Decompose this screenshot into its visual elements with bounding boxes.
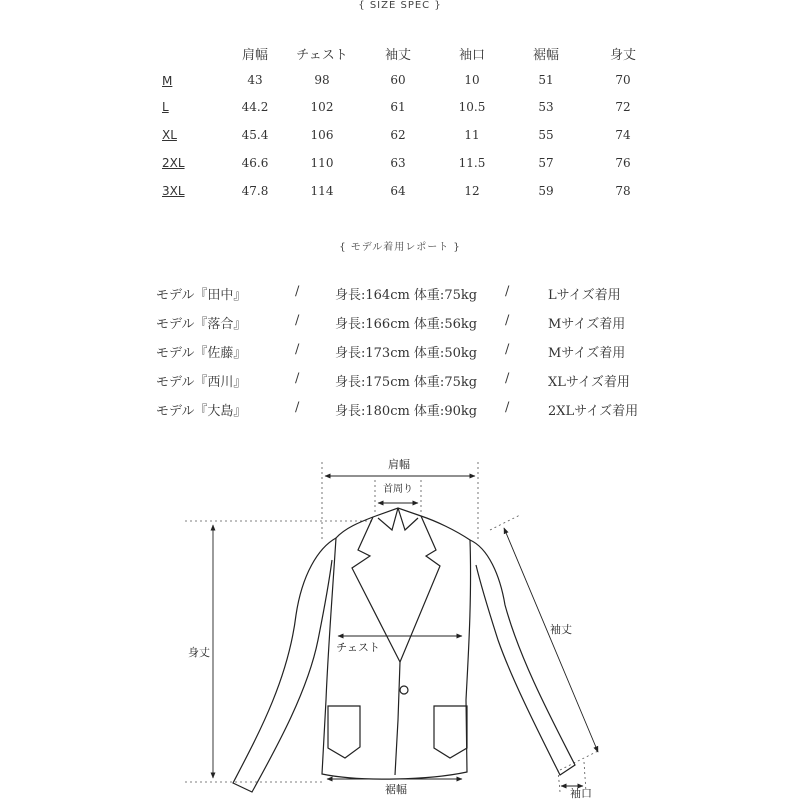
size-spec-title: { SIZE SPEC } (358, 0, 442, 11)
table-cell: 114 (310, 184, 334, 198)
model-name: モデル『落合』 (156, 317, 247, 332)
separator: / (505, 342, 510, 357)
label-length: 身丈 (188, 646, 210, 659)
model-name: モデル『田中』 (156, 288, 247, 303)
table-cell: 57 (538, 156, 554, 170)
col-header-hem: 裾幅 (532, 48, 559, 63)
table-cell: 63 (390, 156, 406, 170)
col-header-shoulder: 肩幅 (241, 48, 268, 63)
separator: / (505, 400, 510, 415)
separator: / (505, 371, 510, 386)
table-cell: 72 (615, 100, 631, 114)
table-cell: 106 (310, 128, 334, 142)
table-cell: 43 (247, 73, 263, 87)
table-cell: 61 (390, 100, 406, 114)
model-name: モデル『大島』 (156, 404, 247, 419)
separator: / (295, 342, 300, 357)
table-cell: 78 (615, 184, 631, 198)
model-name: モデル『佐藤』 (156, 346, 247, 361)
table-cell: 64 (390, 184, 406, 198)
measure-arrows (213, 476, 598, 786)
table-cell: 51 (538, 73, 554, 87)
col-header-length: 身丈 (609, 48, 636, 63)
table-cell: 46.6 (241, 156, 269, 170)
table-cell: 76 (615, 156, 631, 170)
table-cell: 45.4 (241, 128, 269, 142)
label-neck: 首周り (383, 484, 413, 495)
model-name: モデル『西川』 (156, 375, 247, 390)
size-label-l: L (162, 100, 169, 114)
model-size: XLサイズ着用 (548, 375, 630, 390)
table-cell: 60 (390, 73, 406, 87)
separator: / (505, 284, 510, 299)
separator: / (295, 284, 300, 299)
table-cell: 55 (538, 128, 554, 142)
model-stats: 身長:175cm 体重:75kg (335, 375, 478, 390)
table-cell: 11 (464, 128, 480, 142)
model-stats: 身長:180cm 体重:90kg (335, 404, 478, 419)
size-label-xl: XL (162, 128, 177, 142)
label-cuff: 袖口 (570, 787, 592, 800)
col-header-sleeve: 袖丈 (384, 48, 411, 63)
separator: / (295, 371, 300, 386)
label-shoulder: 肩幅 (388, 458, 410, 471)
model-size: Mサイズ着用 (548, 346, 626, 361)
table-cell: 47.8 (241, 184, 269, 198)
size-label-2xl: 2XL (162, 156, 185, 170)
table-cell: 62 (390, 128, 406, 142)
model-size: 2XLサイズ着用 (548, 404, 639, 419)
model-stats: 身長:173cm 体重:50kg (335, 346, 478, 361)
model-report-title: { モデル着用レポート } (339, 242, 461, 253)
label-sleeve: 袖丈 (550, 623, 572, 636)
guide-lines (185, 462, 600, 792)
col-header-cuff: 袖口 (458, 48, 485, 63)
label-hem: 裾幅 (385, 783, 407, 796)
jacket-measurement-diagram (0, 440, 800, 800)
table-cell: 44.2 (241, 100, 269, 114)
label-chest: チェスト (336, 641, 380, 654)
separator: / (505, 313, 510, 328)
table-cell: 59 (538, 184, 554, 198)
table-cell: 74 (615, 128, 631, 142)
table-cell: 10 (464, 73, 480, 87)
table-cell: 98 (314, 73, 330, 87)
size-label-3xl: 3XL (162, 184, 185, 198)
table-cell: 70 (615, 73, 631, 87)
model-size: Mサイズ着用 (548, 317, 626, 332)
table-cell: 12 (464, 184, 480, 198)
model-stats: 身長:166cm 体重:56kg (335, 317, 478, 332)
separator: / (295, 313, 300, 328)
separator: / (295, 400, 300, 415)
col-header-chest: チェスト (296, 48, 348, 63)
jacket-outline (233, 508, 575, 792)
model-stats: 身長:164cm 体重:75kg (335, 288, 478, 303)
table-cell: 10.5 (458, 100, 486, 114)
model-size: Lサイズ着用 (548, 288, 621, 303)
table-cell: 102 (310, 100, 334, 114)
table-cell: 110 (310, 156, 334, 170)
table-cell: 11.5 (458, 156, 486, 170)
size-label-m: M (162, 74, 173, 88)
table-cell: 53 (538, 100, 554, 114)
